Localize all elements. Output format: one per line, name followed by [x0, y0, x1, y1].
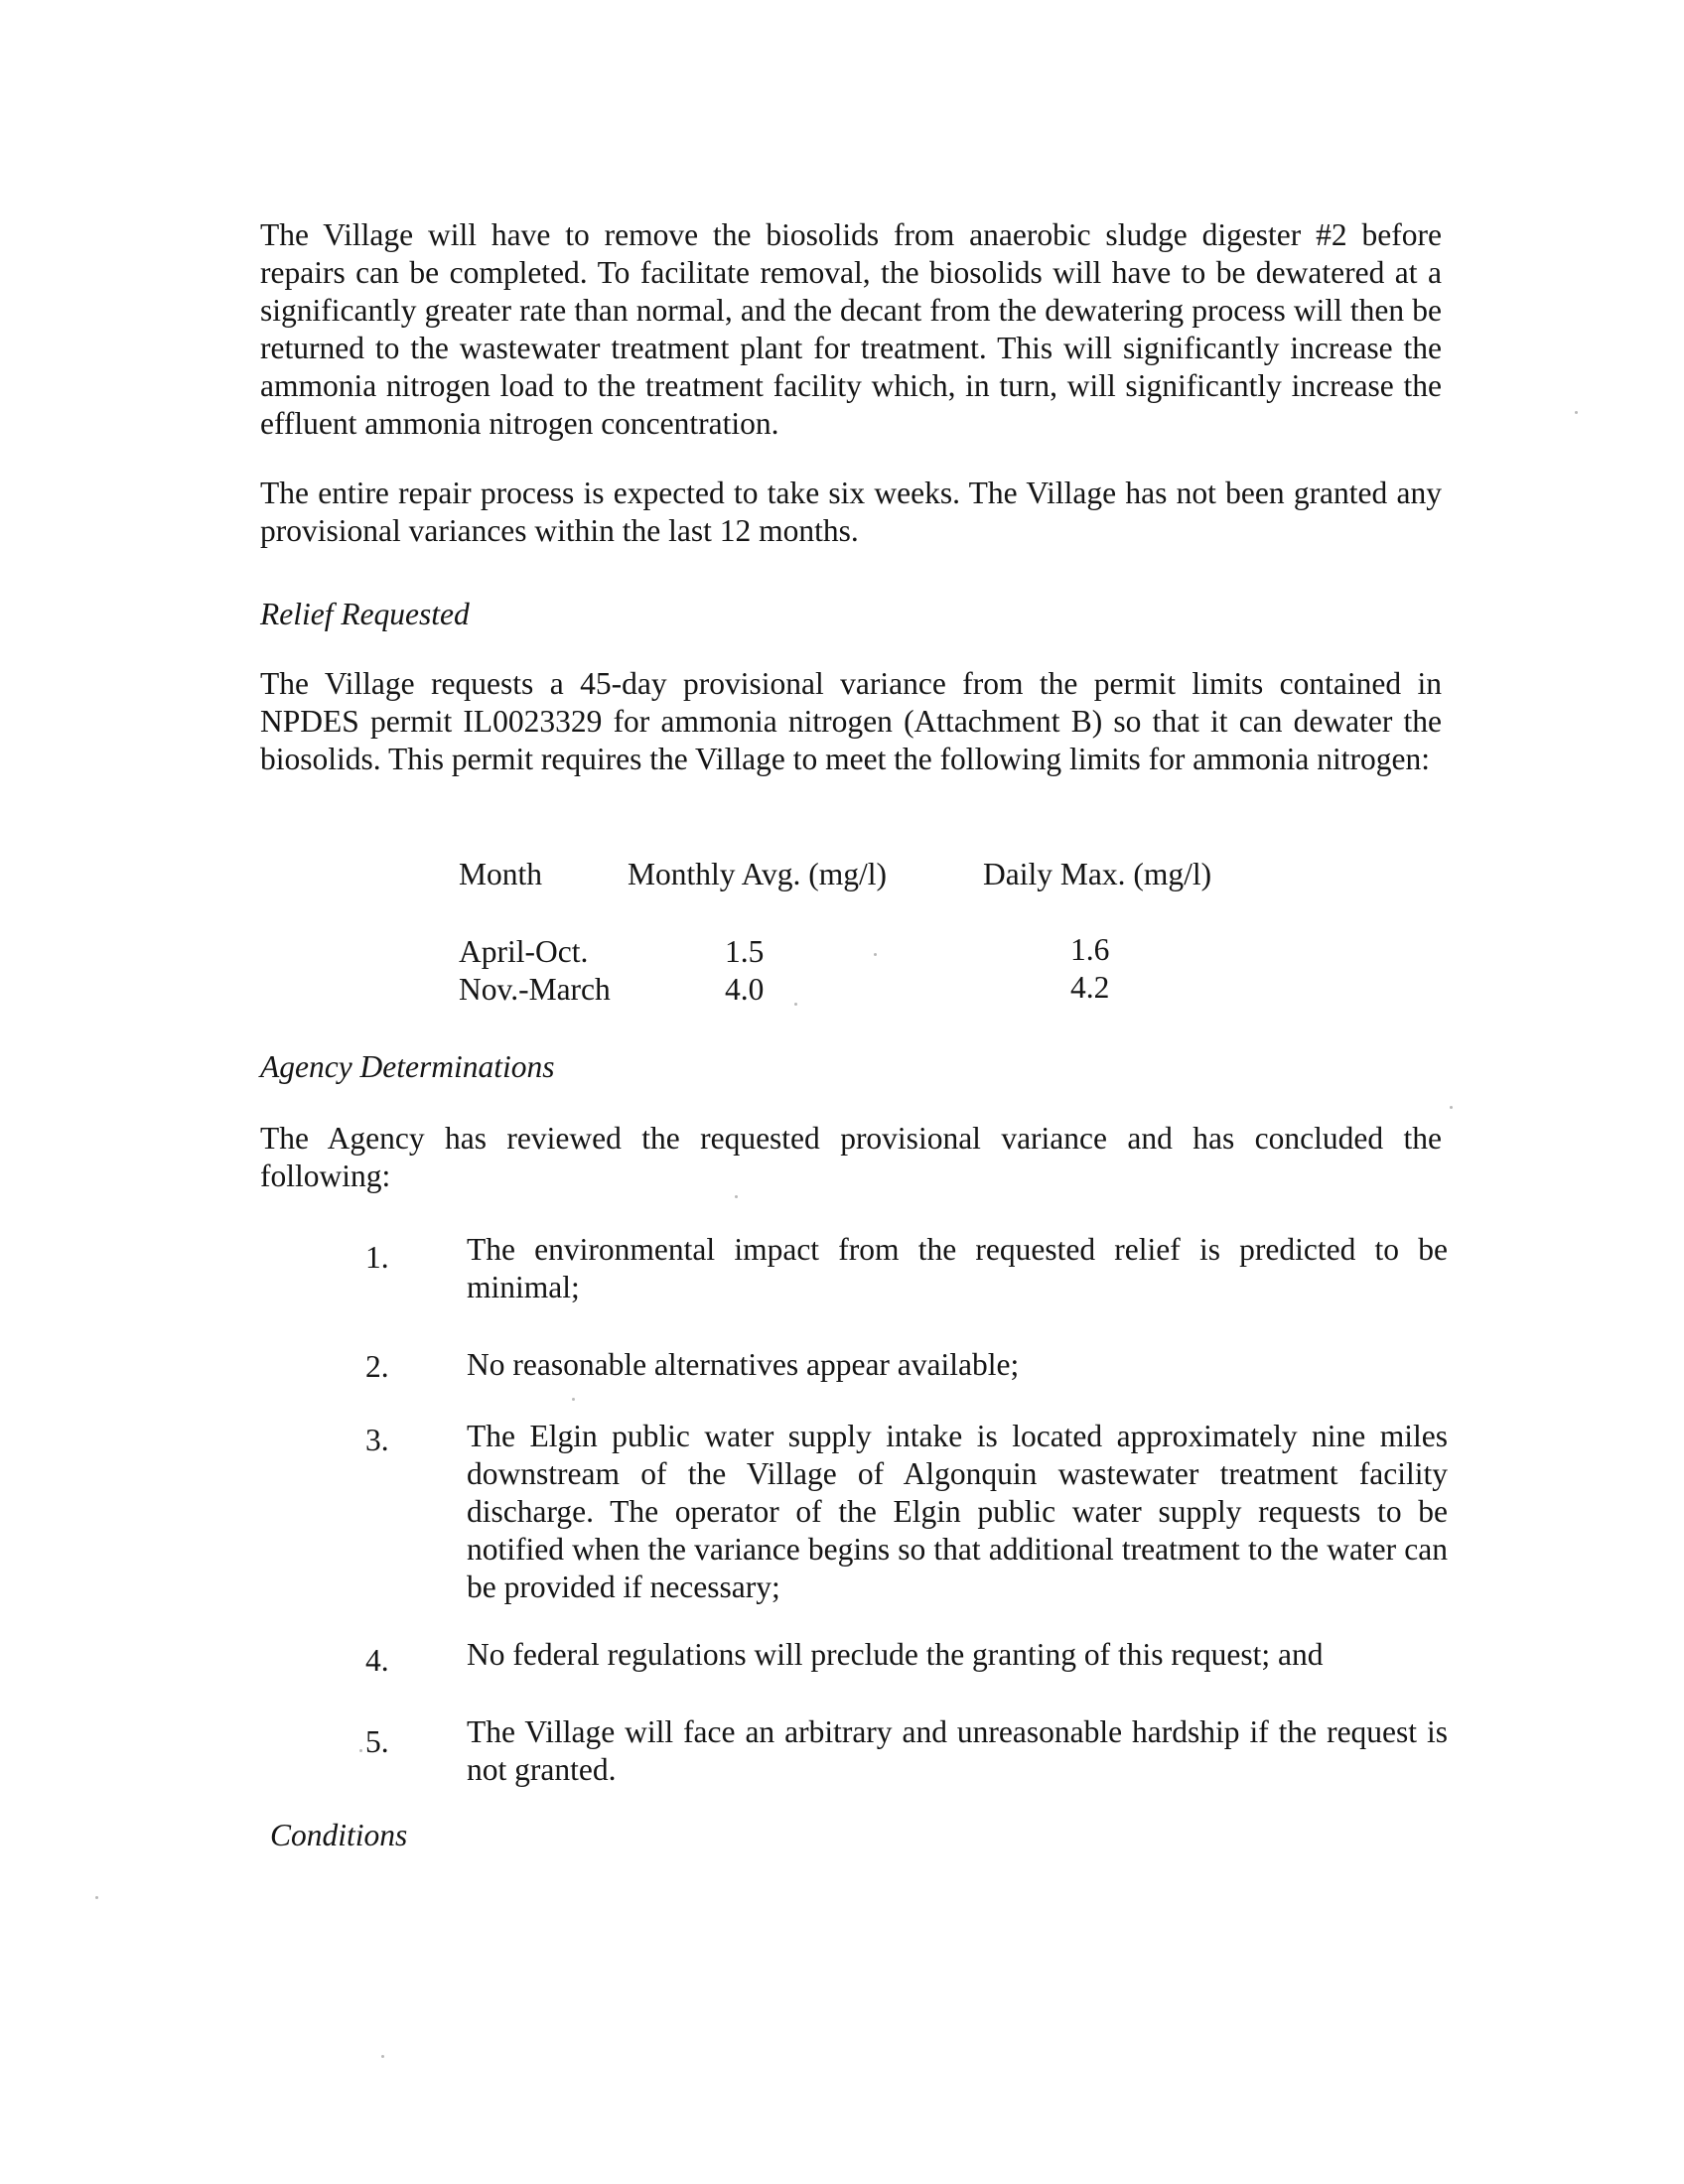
intro-paragraph-1: The Village will have to remove the biosolids from anaerobic sludge digester #2 before repairs can be completed. To facilitate removal, the biosolids will have to be dewatered at a significantly greater rate than normal, and the decant from the dewatering process will then be returned to the wastewater treatment plant for treatment. This will significantly increase the ammonia nitrogen load to the treatment facility which, in turn, will significantly increase the effluent ammonia nitrogen concentration. [260, 217, 1442, 441]
list-item-3-number: 3. [365, 1423, 389, 1457]
relief-requested-paragraph: The Village requests a 45-day provisional variance from the permit limits contained in NPDES permit IL0023329 for ammonia nitrogen (Attachment B) so that it can dewater the biosolids. This permit requires the Village to meet the following limits for ammonia nitrogen: [260, 666, 1442, 776]
list-item-2-number: 2. [365, 1349, 389, 1384]
intro-paragraph-2: The entire repair process is expected to take six weeks. The Village has not been granted any provisional variances within the last 12 months. [260, 476, 1442, 548]
scan-speck [95, 1896, 98, 1899]
scan-speck [874, 953, 877, 956]
list-item-5-number: 5. [365, 1724, 389, 1759]
scan-speck [735, 1195, 738, 1198]
table-row-2-daily-max: 4.2 [1070, 970, 1110, 1005]
table-row-2-month: Nov.-March [459, 972, 611, 1007]
conditions-heading: Conditions [270, 1818, 408, 1852]
table-header-daily-max: Daily Max. (mg/l) [983, 857, 1212, 891]
list-item-5-text: The Village will face an arbitrary and unreasonable hardship if the request is not granted. [467, 1714, 1448, 1787]
table-header-month: Month [459, 857, 543, 891]
list-item-2-text: No reasonable alternatives appear available; [467, 1347, 1020, 1382]
list-item-4-text: No federal regulations will preclude the granting of this request; and [467, 1637, 1324, 1672]
list-item-1-text: The environmental impact from the requested relief is predicted to be minimal; [467, 1232, 1448, 1304]
scan-speck [1575, 411, 1578, 414]
scan-speck [794, 1003, 797, 1006]
agency-determinations-paragraph: The Agency has reviewed the requested provisional variance and has concluded the following: [260, 1121, 1442, 1193]
list-item-3-text: The Elgin public water supply intake is located approximately nine miles downstream of the Village of Algonquin wastewater treatment facility discharge. The operator of the Elgin public water supply requests to be notified when the variance begins so that additional treatment to the water can be provided if necessary; [467, 1419, 1448, 1604]
list-item-1-number: 1. [365, 1240, 389, 1275]
scan-speck [572, 1398, 575, 1401]
scan-speck [1450, 1106, 1453, 1109]
scan-speck [359, 1749, 362, 1752]
table-row-2-monthly-avg: 4.0 [725, 972, 765, 1007]
list-item-4-number: 4. [365, 1643, 389, 1678]
scan-speck [381, 2055, 384, 2058]
table-header-monthly-avg: Monthly Avg. (mg/l) [628, 857, 888, 891]
agency-determinations-heading: Agency Determinations [260, 1049, 555, 1084]
table-row-1-daily-max: 1.6 [1070, 932, 1110, 967]
table-row-1-month: April-Oct. [459, 934, 589, 969]
relief-requested-heading: Relief Requested [260, 597, 470, 631]
table-row-1-monthly-avg: 1.5 [725, 934, 765, 969]
